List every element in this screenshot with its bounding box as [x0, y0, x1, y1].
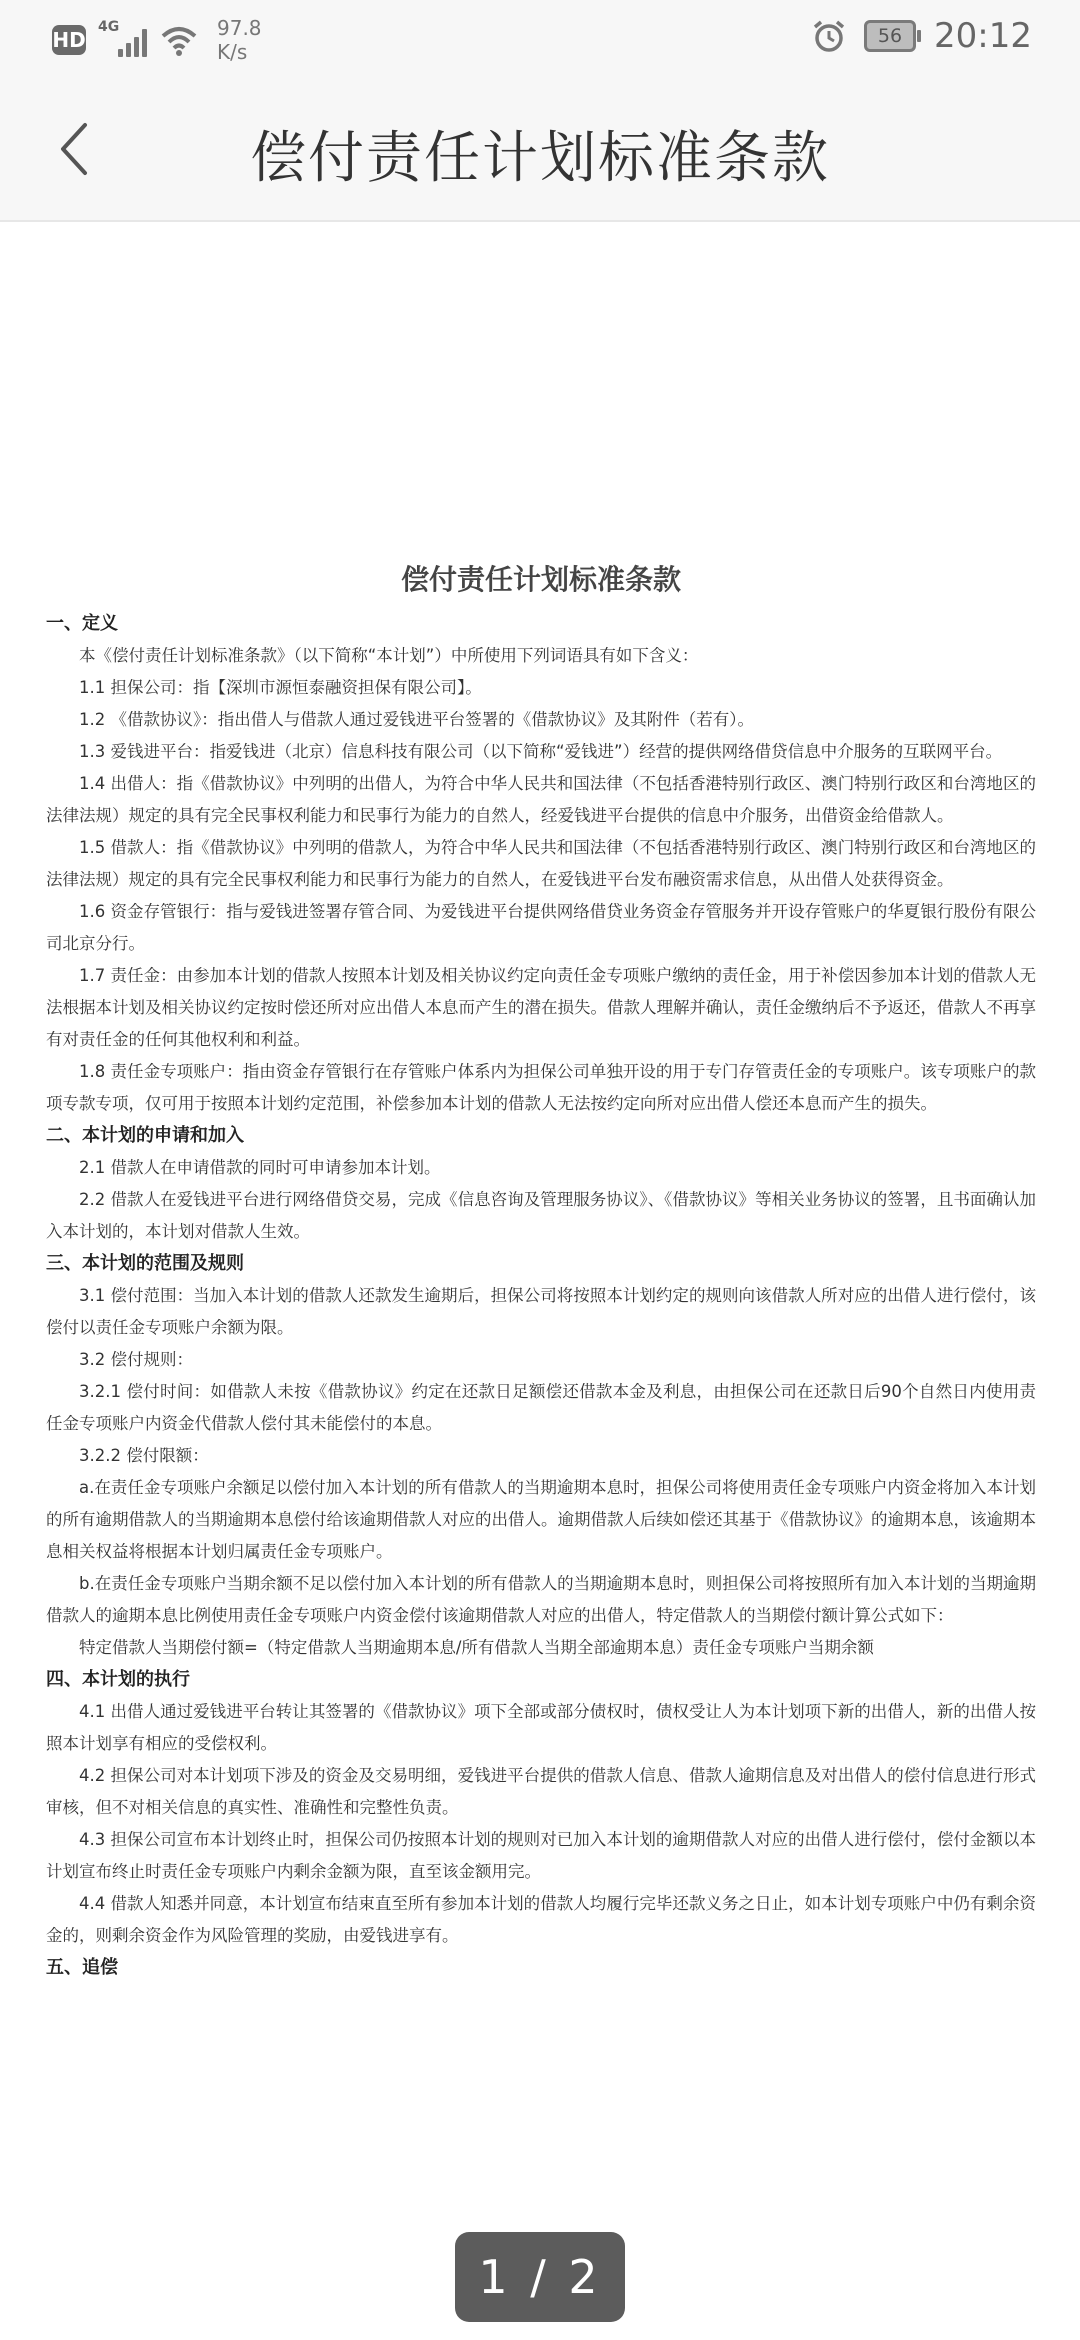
- network-speed: [217, 16, 262, 64]
- speed-value: 97.8: [217, 16, 262, 40]
- cellular-signal-icon: [98, 19, 147, 57]
- battery-icon: [864, 20, 916, 52]
- paragraph: 3.1 偿付范围：当加入本计划的借款人还款发生逾期后，担保公司将按照本计划约定的规则向该借款人所对应的出借人进行偿付，该偿付以责任金专项账户余额为限。: [46, 1286, 1036, 1337]
- network-type: 4G: [98, 19, 120, 35]
- paragraph: 本《偿付责任计划标准条款》（以下简称“本计划”）中所使用下列词语具有如下含义：: [79, 646, 699, 665]
- paragraph: 1.1 担保公司：指【深圳市源恒泰融资担保有限公司】。: [79, 678, 482, 697]
- status-bar: [0, 0, 1080, 76]
- paragraph: b.在责任金专项账户当期余额不足以偿付加入本计划的所有借款人的当期逾期本息时，则担保公司将按照所有加入本计划的当期逾期借款人的逾期本息比例使用责任金专项账户内资金偿付该逾期借款人对应的出借人，特定借款人的当期偿付额计算公式如下：: [46, 1574, 1036, 1625]
- paragraph: 1.7 责任金：由参加本计划的借款人按照本计划及相关协议约定向责任金专项账户缴纳的责任金，用于补偿因参加本计划的借款人无法根据本计划及相关协议约定按时偿还所对应出借人本息而产生的潜在损失。借款人理解并确认，责任金缴纳后不予返还，借款人不再享有对责任金的任何其他权利和利益。: [46, 966, 1036, 1049]
- paragraph: 1.3 爱钱进平台：指爱钱进（北京）信息科技有限公司（以下简称“爱钱进”）经营的提供网络借贷信息中介服务的互联网平台。: [79, 742, 1003, 761]
- paragraph: 1.2 《借款协议》：指出借人与借款人通过爱钱进平台签署的《借款协议》及其附件（若有）。: [79, 710, 754, 729]
- paragraph: 1.4 出借人：指《借款协议》中列明的出借人，为符合中华人民共和国法律（不包括香港特别行政区、澳门特别行政区和台湾地区的法律法规）规定的具有完全民事权利能力和民事行为能力的自然人，经爱钱进平台提供的信息中介服务，出借资金给借款人。: [46, 774, 1036, 825]
- section-heading: 五、追偿: [46, 1957, 118, 1978]
- paragraph: 2.1 借款人在申请借款的同时可申请参加本计划。: [79, 1158, 441, 1177]
- page-title: 偿付责任计划标准条款: [250, 126, 830, 191]
- alarm-icon: [812, 19, 846, 53]
- document-viewer[interactable]: [46, 560, 1036, 1984]
- page-indicator: 1 / 2: [455, 2232, 625, 2322]
- paragraph: 1.6 资金存管银行：指与爱钱进签署存管合同、为爱钱进平台提供网络借贷业务资金存管服务并开设存管账户的华夏银行股份有限公司北京分行。: [46, 902, 1036, 953]
- hd-icon: HD: [52, 25, 86, 55]
- section-heading: 一、定义: [46, 613, 118, 634]
- paragraph: 3.2.2 偿付限额：: [79, 1446, 209, 1465]
- paragraph: 4.4 借款人知悉并同意，本计划宣布结束直至所有参加本计划的借款人均履行完毕还款义务之日止，如本计划专项账户中仍有剩余资金的，则剩余资金作为风险管理的奖励，由爱钱进享有。: [46, 1894, 1036, 1945]
- paragraph: 4.1 出借人通过爱钱进平台转让其签署的《借款协议》项下全部或部分债权时，债权受让人为本计划项下新的出借人，新的出借人按照本计划享有相应的受偿权利。: [46, 1702, 1036, 1753]
- document-title: 偿付责任计划标准条款: [400, 563, 681, 596]
- paragraph: 3.2.1 偿付时间：如借款人未按《借款协议》约定在还款日足额偿还借款本金及利息，由担保公司在还款日后90个自然日内使用责任金专项账户内资金代借款人偿付其未能偿付的本息。: [46, 1382, 1036, 1433]
- section-heading: 二、本计划的申请和加入: [46, 1125, 244, 1146]
- paragraph: 2.2 借款人在爱钱进平台进行网络借贷交易，完成《信息咨询及管理服务协议》、《借款协议》等相关业务协议的签署，且书面确认加入本计划的，本计划对借款人生效。: [46, 1190, 1036, 1241]
- section-heading: 三、本计划的范围及规则: [46, 1253, 244, 1274]
- paragraph: 1.8 责任金专项账户：指由资金存管银行在存管账户体系内为担保公司单独开设的用于专门存管责任金的专项账户。该专项账户的款项专款专项，仅可用于按照本计划约定范围，补偿参加本计划的借款人无法按约定向所对应出借人偿还本息而产生的损失。: [46, 1062, 1036, 1113]
- document-body: [46, 608, 1036, 1984]
- app-header: [0, 76, 1080, 222]
- wifi-icon: [159, 24, 199, 56]
- status-right: [812, 16, 1032, 56]
- paragraph: 3.2 偿付规则：: [79, 1350, 193, 1369]
- paragraph: a.在责任金专项账户余额足以偿付加入本计划的所有借款人的当期逾期本息时，担保公司将使用责任金专项账户内资金将加入本计划的所有逾期借款人的当期逾期本息偿付给该逾期借款人对应的出借人。逾期借款人后续如偿还其基于《借款协议》的逾期本息，该逾期本息相关权益将根据本计划归属责任金专项账户。: [46, 1478, 1036, 1561]
- paragraph: 4.2 担保公司对本计划项下涉及的资金及交易明细，爱钱进平台提供的借款人信息、借款人逾期信息及对出借人的偿付信息进行形式审核，但不对相关信息的真实性、准确性和完整性负责。: [46, 1766, 1036, 1817]
- status-left: [52, 16, 262, 64]
- battery-level: 56: [877, 25, 903, 47]
- paragraph: 1.5 借款人：指《借款协议》中列明的借款人，为符合中华人民共和国法律（不包括香港特别行政区、澳门特别行政区和台湾地区的法律法规）规定的具有完全民事权利能力和民事行为能力的自然人，在爱钱进平台发布融资需求信息，从出借人处获得资金。: [46, 838, 1036, 889]
- paragraph: 4.3 担保公司宣布本计划终止时，担保公司仍按照本计划的规则对已加入本计划的逾期借款人对应的出借人进行偿付，偿付金额以本计划宣布终止时责任金专项账户内剩余金额为限，直至该金额用完。: [46, 1830, 1036, 1881]
- speed-unit: K/s: [217, 40, 248, 64]
- section-heading: 四、本计划的执行: [46, 1669, 190, 1690]
- clock: 20:12: [934, 16, 1032, 56]
- paragraph: 特定借款人当期偿付额=（特定借款人当期逾期本息/所有借款人当期全部逾期本息）责任金专项账户当期余额: [79, 1638, 874, 1657]
